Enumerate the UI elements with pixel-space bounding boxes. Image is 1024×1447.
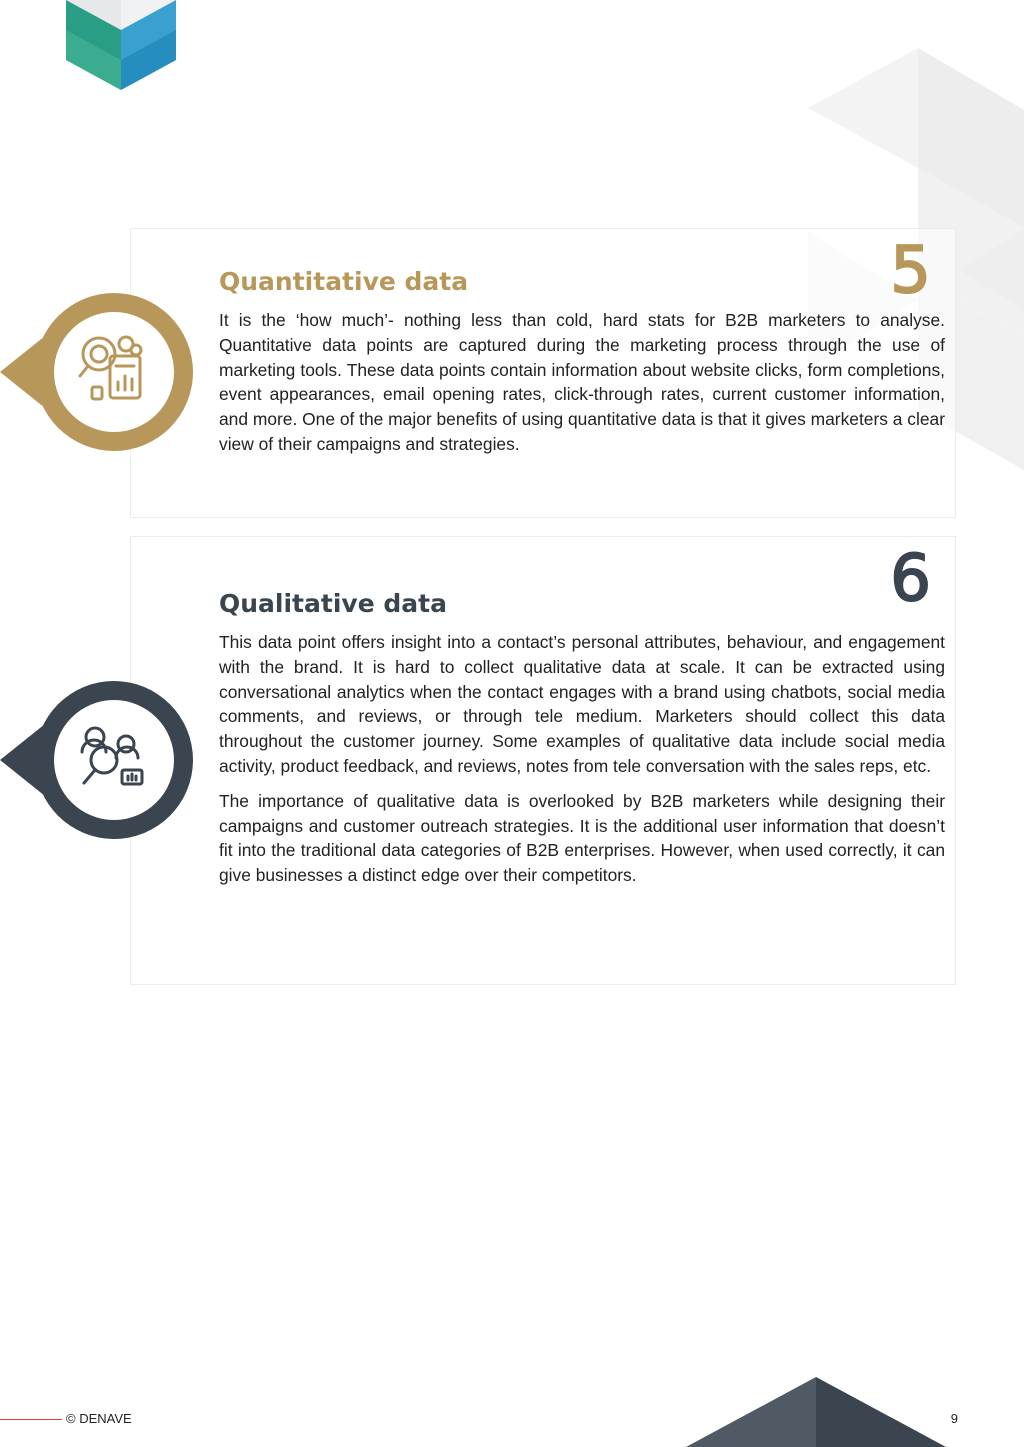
section-number: 5	[890, 234, 931, 308]
qualitative-badge	[0, 680, 196, 842]
quantitative-badge	[0, 292, 196, 454]
quantitative-section	[130, 228, 956, 518]
page-number: 9	[950, 1411, 958, 1426]
section-paragraph: This data point offers insight into a contact’s personal attributes, behaviour, and engagement with the brand. It is hard to collect qualitative data at scale. It can be extracted using conversational analytics when the contact engages with a brand using chatbots, social media comments, and reviews, or through tele medium. Marketers should collect this data throughout the customer journey. Some examples of qualitative data include social media activity, product feedback, and reviews, notes from tele conversation with the sales reps, etc.	[219, 632, 945, 776]
section-number: 6	[890, 542, 931, 616]
section-paragraph: It is the ‘how much’- nothing less than cold, hard stats for B2B marketers to analyse. Quantitative data points are captured during the marketing process through the use of marketing tools. These data points contain information about website clicks, form completions, event appearances, email opening rates, click-through rates, current customer information, and more. One of the major benefits of using quantitative data is that it gives marketers a clear view of their campaigns and strategies.	[219, 310, 945, 454]
section-paragraph: The importance of qualitative data is overlooked by B2B marketers while designing their campaigns and customer outreach strategies. It is the additional user information that doesn’t fit into the traditional data categories of B2B enterprises. However, when used correctly, it can give businesses a distinct edge over their competitors.	[219, 790, 945, 886]
logo-cube	[64, 0, 178, 92]
section-content	[219, 267, 945, 467]
footer-copyright: © DENAVE	[66, 1411, 132, 1426]
section-content	[219, 589, 945, 898]
section-title: Quantitative data	[219, 267, 469, 296]
section-title: Qualitative data	[219, 589, 447, 618]
qualitative-section	[130, 536, 956, 985]
footer-rule	[0, 1419, 62, 1420]
